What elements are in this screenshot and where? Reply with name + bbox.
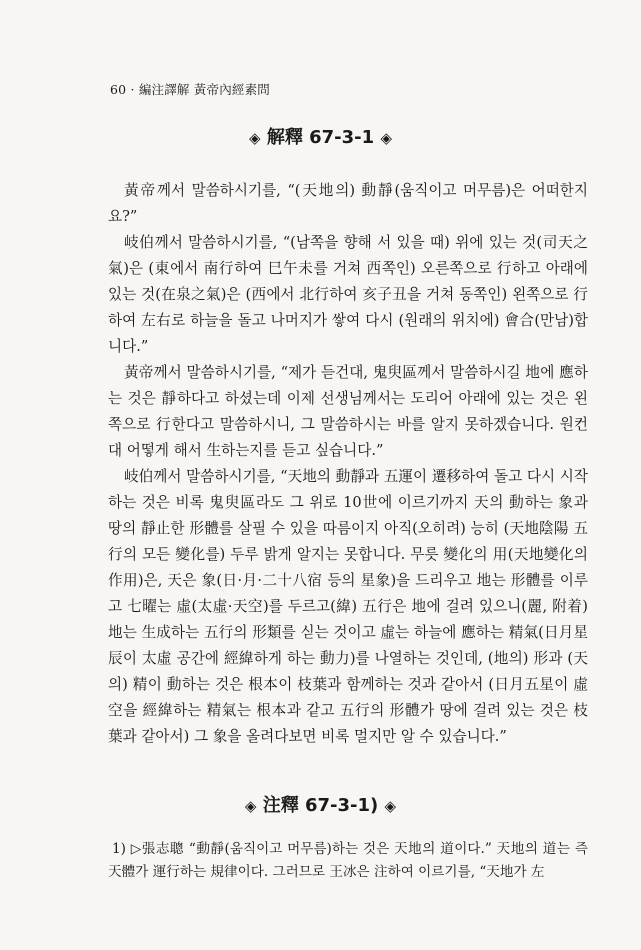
section-title-notes <box>0 791 641 817</box>
paragraph: 黃帝께서 말씀하시기를, “제가 듣건대, 鬼臾區께서 말씀하시길 地에 應하는 것은 靜하다고 하셨는데 이제 선생님께서는 도리어 아래에 있는 것은 왼쪽으로 行한다고 말씀하시니, 그 말씀하시는 바를 알지 못하겠습니다. 원컨대 어떻게 해서 生하는지를 듣고 싶습니다.” <box>108 364 588 459</box>
diamond-ornament-icon: ◈ <box>249 129 261 147</box>
paragraph: 黃帝께서 말씀하시기를, “(天地의) 動靜(움직이고 머무름)은 어떠한지요?” <box>108 182 588 225</box>
diamond-ornament-icon: ◈ <box>380 129 392 147</box>
section-title-text: 解釋 67-3-1 <box>266 127 375 148</box>
running-head: 60 · 編注譯解 黃帝內經素問 <box>110 82 270 97</box>
section-title-commentary <box>0 123 641 149</box>
diamond-ornament-icon: ◈ <box>244 797 257 815</box>
paragraph: 岐伯께서 말씀하시기를, “天地의 動靜과 五運이 遷移하여 돌고 다시 시작하는 것은 비록 鬼臾區라도 그 위로 10世에 이르기까지 天의 動하는 象과 땅의 靜止한 形體를 살필 수 있을 따름이지 아직(오히려) 능히 (天地陰陽 五行의 모든 變化를) 두루 밝게 알지는 못합니다. 무릇 變化의 用(天地變化의 作用)은, 天은 象(日·月·二十八宿 등의 星象)을 드리우고 地는 形體를 이루고 七曜는 虛(太虛·天空)를 두르고(緯) 五行은 地에 걸려 있으니(麗, 附着) 地는 生成하는 五行의 形類를 싣는 것이고 虛는 하늘에 應하는 精氣(日月星辰이 太虛 공간에 經緯하게 하는 動力)를 나열하는 것인데, (地의) 形과 (天의) 精이 動하는 것은 根本이 枝葉과 함께하는 것과 같아서 (日月五星이 虛空을 經緯하는 精氣는 根本과 같고 五行의 形體가 땅에 걸려 있는 것은 枝葉과 같아서) 그 象을 올려다보면 비록 멀지만 알 수 있습니다.” <box>108 468 588 745</box>
translation-body <box>108 178 588 750</box>
footnote: 1) ▷張志聰 “動靜(움직이고 머무름)하는 것은 天地의 道이다.” 天地의 道는 즉 天體가 運行하는 規律이다. 그러므로 王冰은 注하여 이르기를, “天地가 左 <box>108 841 588 880</box>
diamond-ornament-icon: ◈ <box>384 797 397 815</box>
notes-body <box>108 838 588 884</box>
paragraph: 岐伯께서 말씀하시기를, “(남쪽을 향해 서 있을 때) 위에 있는 것(司天之氣)은 (東에서 南行하여 巳午未를 거쳐 西쪽인) 오른쪽으로 行하고 아래에 있는 것(在泉之氣)은 (西에서 北行하여 亥子丑을 거쳐 동쪽인) 왼쪽으로 行하여 左右로 하늘을 돌고 나머지가 쌓여 다시 (원래의 위치에) 會合(만남)합니다.” <box>108 234 588 355</box>
section-title-text: 注釋 67-3-1) <box>262 795 379 816</box>
